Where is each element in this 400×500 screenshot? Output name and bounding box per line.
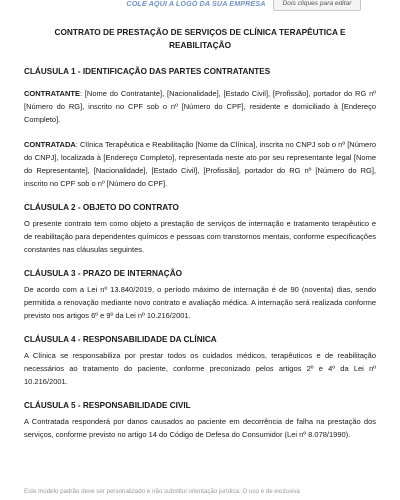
clause-3-heading: CLÁUSULA 3 - PRAZO DE INTERNAÇÃO — [24, 269, 182, 278]
clause-2-text: O presente contrato tem como objeto a prestação de serviços de internação e tratamento terapêutico e de reabilitação para dependentes químicos e pessoas com transtornos mentais, conforme especificações constantes nas cláusulas seguintes. — [24, 219, 376, 254]
clause-4-heading: CLÁUSULA 4 - RESPONSABILIDADE DA CLÍNICA — [24, 335, 217, 344]
clause-3-text: De acordo com a Lei nº 13.840/2019, o período máximo de internação é de 90 (noventa) dias, sendo permitida a renovação mediante novo contrato e avaliação médica. A internação será realizada conforme previsto nos artigos 6º e 9º da Lei nº 10.216/2001. — [24, 285, 376, 320]
clause-4-text: A Clínica se responsabiliza por prestar todos os cuidados médicos, terapêuticos e de reabilitação necessários ao tratamento do paciente, conforme preconizado pelos artigos 2º e 4º da Lei nº 10.216/2001. — [24, 351, 376, 386]
contratante-label: CONTRATANTE — [24, 89, 80, 98]
clause-5-heading: CLÁUSULA 5 - RESPONSABILIDADE CIVIL — [24, 401, 191, 410]
logo-placeholder[interactable]: COLE AQUI A LOGO DA SUA EMPRESA — [126, 0, 266, 8]
contratada-paragraph — [24, 138, 376, 190]
contract-document — [24, 26, 376, 453]
edit-button[interactable]: Dois cliques para editar — [273, 0, 361, 11]
clause-5-text: A Contratada responderá por danos causados ao paciente em decorrência de falha na prestação dos serviços, conforme previsto no artigo 14 do Código de Defesa do Consumidor (Lei nº 8.078/1990). — [24, 417, 376, 439]
contratada-text: : Clínica Terapêutica e Reabilitação [Nome da Clínica], inscrita no CNPJ sob o nº [Número do CNPJ], localizada à [Endereço Completo], representada neste ato por seu representante legal [Nome do Representante], [Nacionalidade], [Estado Civil], [Profissão], portador do RG nº [Número do RG], inscrito no CPF sob o nº [Número do CPF]. — [24, 140, 376, 188]
template-toolbar — [0, 0, 400, 12]
contratante-text: : [Nome do Contratante], [Nacionalidade], [Estado Civil], [Profissão], portador do RG nº [Número do RG], inscrito no CPF sob o nº [Número do CPF], residente e domiciliado à [Endereço Completo]. — [24, 89, 376, 124]
contratada-label: CONTRATADA — [24, 140, 76, 149]
contratante-paragraph — [24, 87, 376, 126]
clause-2-heading: CLÁUSULA 2 - OBJETO DO CONTRATO — [24, 203, 179, 212]
disclaimer-footer: Este modelo padrão deve ser personalizado e não substitui orientação jurídica. O uso é de exclusiva — [24, 488, 300, 495]
clause-1-heading: CLÁUSULA 1 - IDENTIFICAÇÃO DAS PARTES CONTRATANTES — [24, 67, 271, 76]
document-title: CONTRATO DE PRESTAÇÃO DE SERVIÇOS DE CLÍNICA TERAPÊUTICA E REABILITAÇÃO — [54, 27, 346, 50]
